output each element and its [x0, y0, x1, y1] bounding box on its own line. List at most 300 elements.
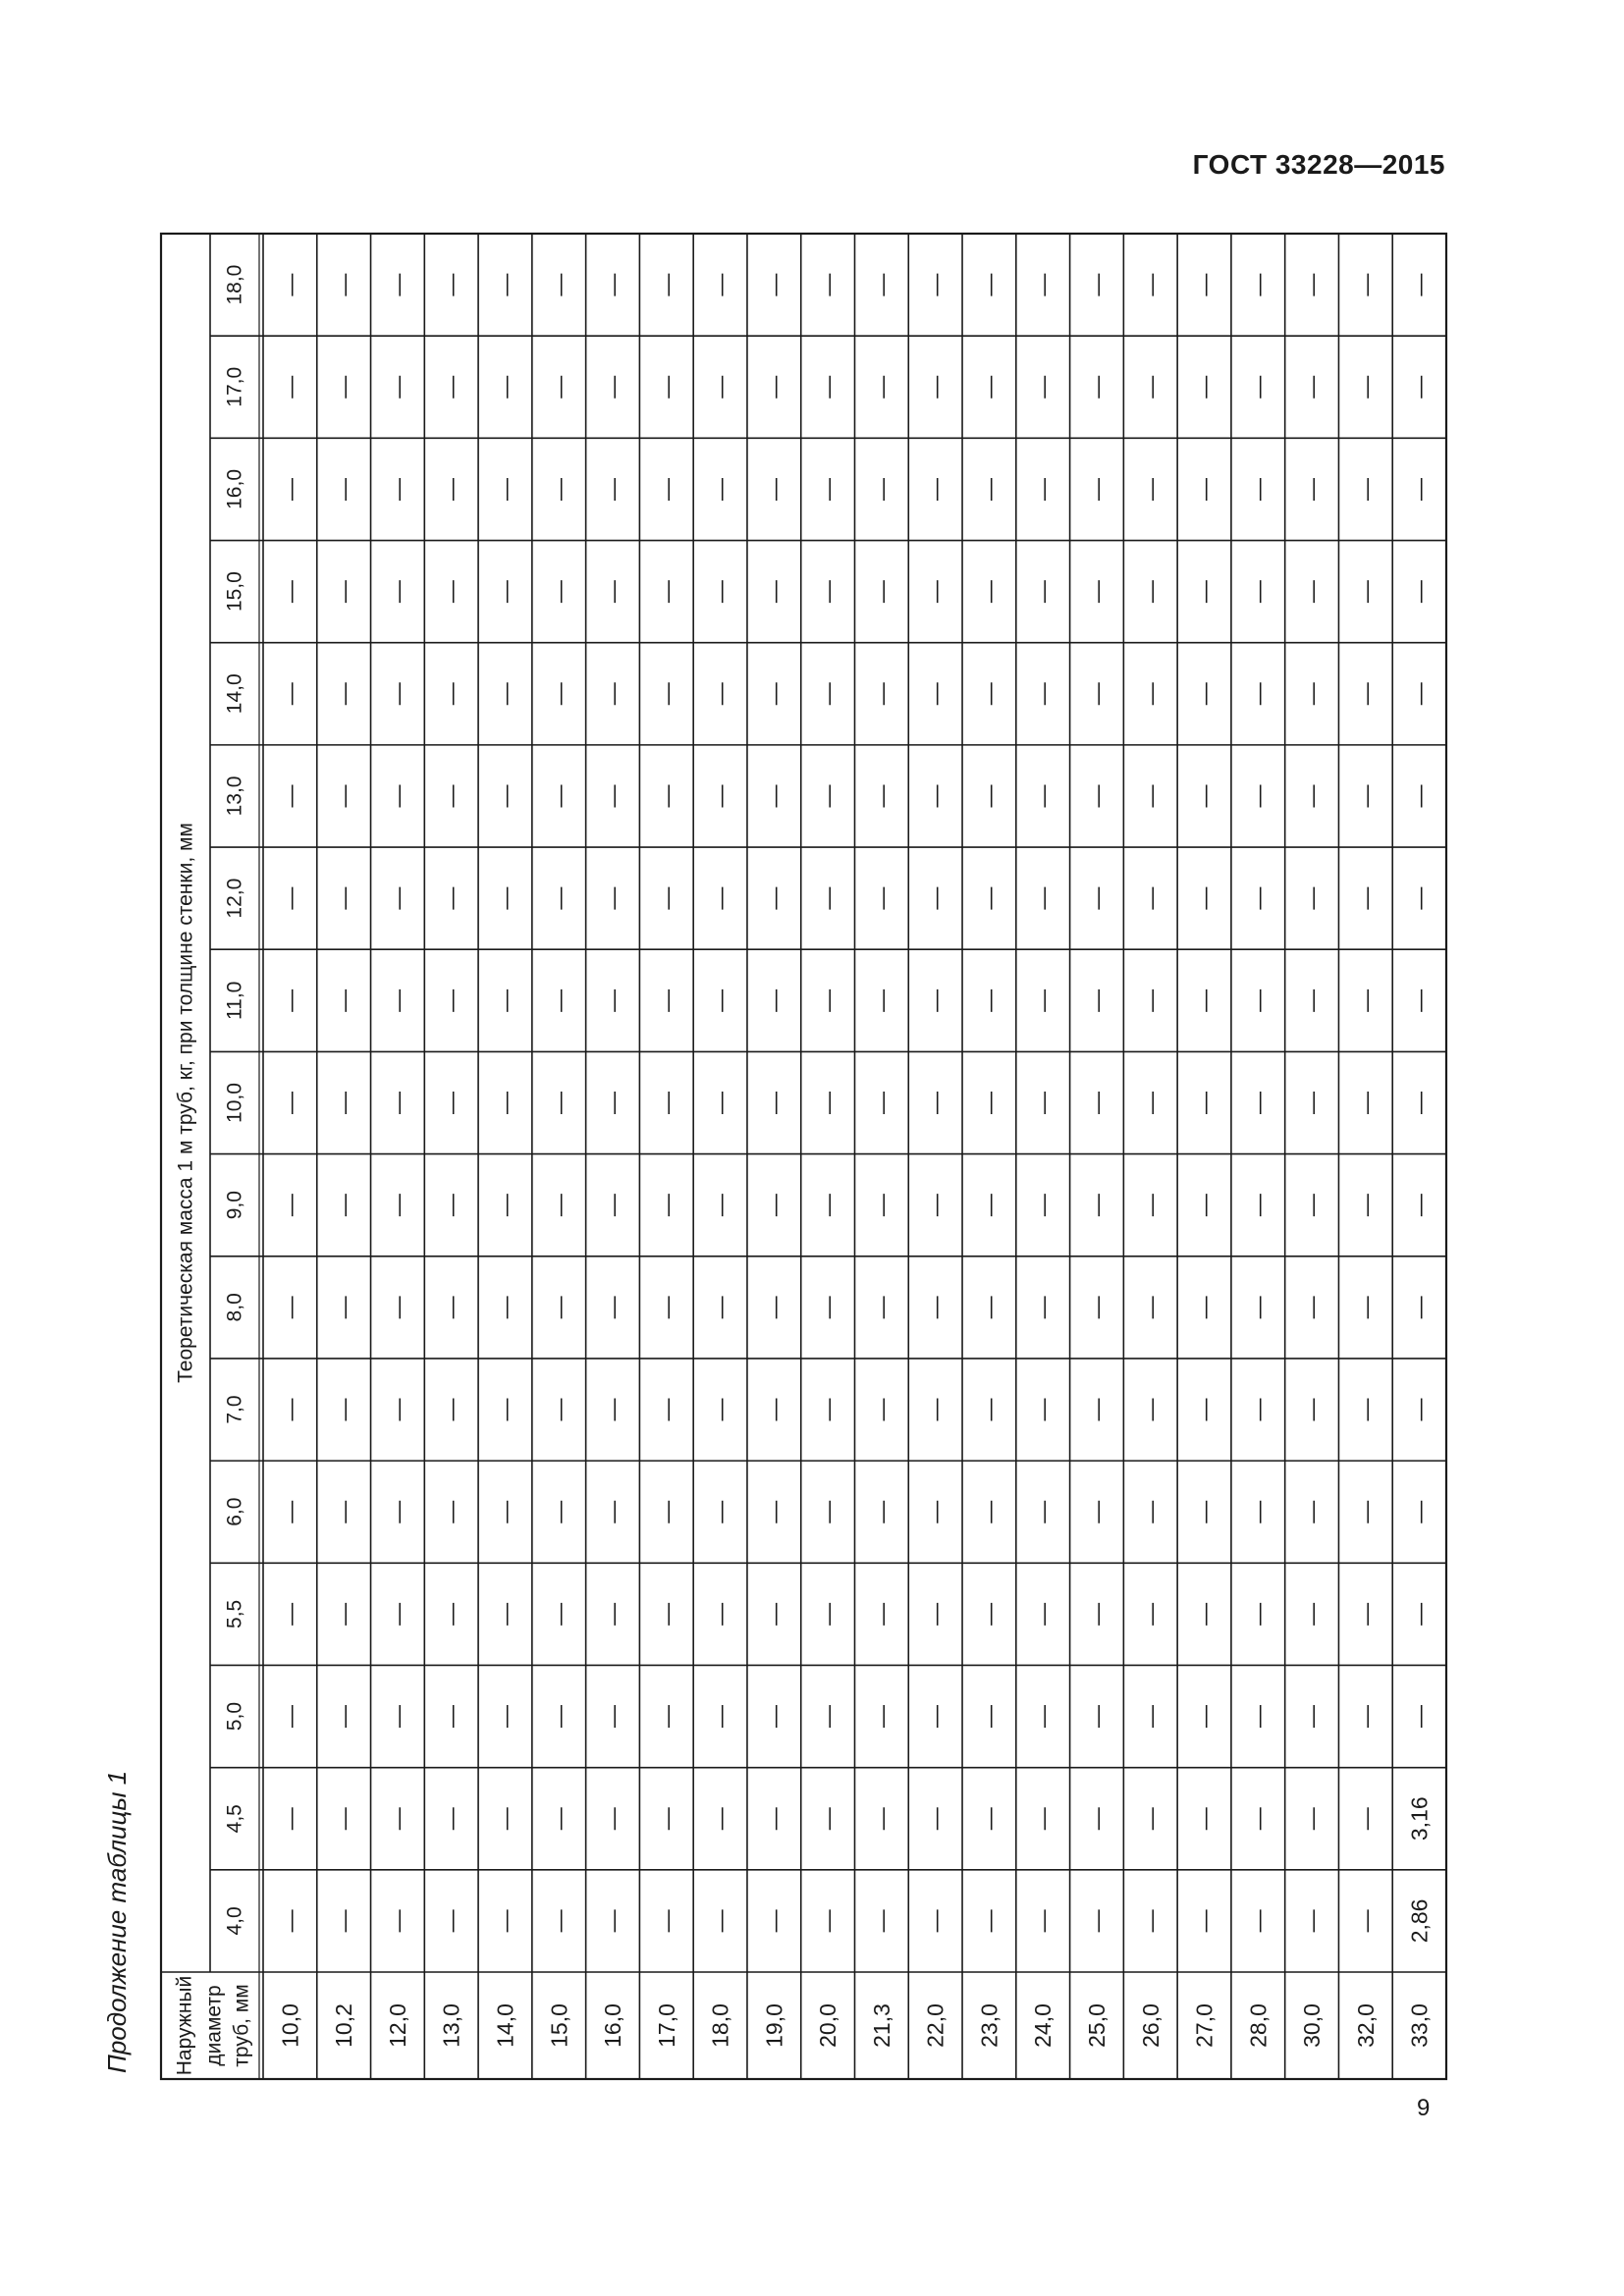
mass-cell: —: [438, 1909, 464, 1933]
mass-cell: —: [761, 273, 787, 296]
mass-cell: —: [815, 1296, 841, 1319]
mass-cell: —: [1083, 1194, 1110, 1217]
mass-cell: —: [492, 1807, 518, 1831]
mass-cell: —: [384, 1500, 410, 1523]
mass-cell: —: [600, 784, 626, 808]
mass-cell: —: [922, 1398, 948, 1421]
mass-cell: —: [653, 784, 679, 808]
mass-cell: —: [600, 1705, 626, 1729]
mass-cell: —: [707, 1500, 733, 1523]
mass-cell: —: [1299, 1500, 1326, 1523]
mass-cell: —: [868, 1194, 894, 1217]
mass-cell: —: [761, 784, 787, 808]
diameter-cell: 26,0: [1137, 2003, 1164, 2048]
mass-cell: —: [384, 1807, 410, 1831]
mass-cell: —: [277, 1500, 303, 1523]
mass-cell: —: [1137, 1092, 1164, 1114]
mass-cell: —: [707, 375, 733, 399]
mass-cell: —: [868, 1807, 894, 1831]
mass-cell: —: [976, 1807, 1002, 1831]
thickness-header: 14,0: [223, 673, 246, 715]
mass-cell: —: [1406, 1194, 1433, 1217]
mass-cell: —: [922, 1092, 948, 1114]
mass-cell: —: [546, 1296, 572, 1319]
mass-cell: —: [546, 1092, 572, 1114]
thickness-header: 16,0: [223, 469, 246, 509]
mass-cell: —: [707, 988, 733, 1012]
mass-cell: —: [815, 1500, 841, 1523]
mass-cell: —: [1137, 1602, 1164, 1626]
thickness-header: 7,0: [223, 1395, 246, 1424]
mass-cell: —: [546, 273, 572, 296]
mass-cell: —: [1352, 375, 1379, 399]
mass-cell: —: [761, 477, 787, 501]
mass-cell: —: [653, 1705, 679, 1729]
mass-cell: —: [761, 1705, 787, 1729]
mass-cell: —: [922, 784, 948, 808]
mass-cell: —: [922, 1909, 948, 1933]
mass-cell: —: [546, 682, 572, 706]
mass-cell: —: [492, 784, 518, 808]
mass-cell: —: [653, 580, 679, 604]
mass-cell: —: [1083, 1092, 1110, 1114]
mass-cell: —: [1083, 1602, 1110, 1626]
mass-cell: —: [600, 1398, 626, 1421]
thickness-header: 18,0: [223, 264, 246, 305]
diameter-cell: 10,0: [277, 2003, 303, 2048]
mass-cell: —: [976, 375, 1002, 399]
mass-cell: —: [1299, 682, 1326, 706]
mass-cell: —: [331, 784, 357, 808]
mass-cell: —: [761, 1909, 787, 1933]
mass-cell: —: [331, 1705, 357, 1729]
mass-cell: —: [815, 273, 841, 296]
row-header-line: Наружный: [173, 1975, 196, 2076]
mass-cell: —: [653, 886, 679, 910]
mass-cell: —: [331, 1092, 357, 1114]
mass-cell: —: [922, 1602, 948, 1626]
mass-cell: —: [1352, 1092, 1379, 1114]
mass-cell: —: [384, 273, 410, 296]
mass-cell: —: [277, 784, 303, 808]
mass-cell: —: [492, 1398, 518, 1421]
mass-cell: —: [976, 1092, 1002, 1114]
mass-cell: —: [600, 1092, 626, 1114]
mass-cell: —: [1137, 1296, 1164, 1319]
mass-cell: —: [653, 1092, 679, 1114]
mass-cell: —: [1299, 580, 1326, 604]
mass-cell: —: [384, 784, 410, 808]
mass-cell: —: [1030, 682, 1056, 706]
mass-cell: —: [653, 477, 679, 501]
thickness-header: 5,5: [223, 1599, 246, 1629]
mass-cell: —: [922, 886, 948, 910]
mass-cell: —: [761, 1092, 787, 1114]
mass-cell: —: [277, 1705, 303, 1729]
mass-cell: —: [1137, 477, 1164, 501]
thickness-header: 4,5: [223, 1804, 246, 1834]
mass-cell: —: [331, 682, 357, 706]
mass-cell: —: [1083, 1500, 1110, 1523]
mass-cell: —: [331, 580, 357, 604]
mass-cell: —: [1352, 682, 1379, 706]
mass-cell: —: [922, 1705, 948, 1729]
mass-cell: —: [976, 682, 1002, 706]
mass-cell: —: [707, 1602, 733, 1626]
mass-cell: —: [384, 375, 410, 399]
mass-cell: —: [1406, 682, 1433, 706]
thickness-header: 17,0: [223, 366, 246, 407]
mass-cell: —: [277, 1602, 303, 1626]
mass-cell: —: [1299, 477, 1326, 501]
mass-cell: —: [1030, 375, 1056, 399]
mass-cell: —: [1406, 784, 1433, 808]
mass-cell: —: [707, 1909, 733, 1933]
mass-cell: —: [1299, 784, 1326, 808]
mass-cell: —: [277, 886, 303, 910]
mass-cell: —: [1245, 1092, 1272, 1114]
mass-cell: —: [707, 1194, 733, 1217]
mass-cell: —: [922, 988, 948, 1012]
mass-cell: —: [1030, 1909, 1056, 1933]
mass-cell: —: [600, 477, 626, 501]
diameter-cell: 32,0: [1352, 2003, 1379, 2048]
mass-cell: —: [1191, 1194, 1218, 1217]
mass-cell: —: [761, 988, 787, 1012]
mass-cell: —: [1191, 1602, 1218, 1626]
mass-cell: —: [1406, 273, 1433, 296]
diameter-cell: 12,0: [384, 2003, 410, 2048]
mass-cell: —: [1406, 1602, 1433, 1626]
mass-cell: —: [438, 1500, 464, 1523]
mass-cell: —: [761, 886, 787, 910]
mass-cell: —: [1299, 1398, 1326, 1421]
mass-cell: —: [1083, 1705, 1110, 1729]
mass-cell: —: [1406, 580, 1433, 604]
mass-cell: —: [1352, 1194, 1379, 1217]
mass-cell: —: [546, 784, 572, 808]
mass-cell: —: [438, 886, 464, 910]
mass-cell: —: [761, 682, 787, 706]
mass-cell: —: [707, 1398, 733, 1421]
mass-cell: —: [1352, 784, 1379, 808]
mass-cell: —: [384, 886, 410, 910]
mass-cell: —: [1352, 580, 1379, 604]
mass-cell: —: [868, 477, 894, 501]
mass-cell: —: [384, 580, 410, 604]
mass-cell: —: [1245, 1807, 1272, 1831]
mass-cell: —: [1030, 1807, 1056, 1831]
mass-cell: —: [331, 1296, 357, 1319]
mass-cell: —: [546, 375, 572, 399]
mass-cell: —: [868, 1398, 894, 1421]
mass-cell: —: [1299, 1296, 1326, 1319]
mass-cell: —: [1191, 1909, 1218, 1933]
mass-cell: —: [868, 1500, 894, 1523]
mass-cell: —: [1083, 580, 1110, 604]
mass-cell: —: [1137, 1909, 1164, 1933]
mass-cell: —: [384, 1909, 410, 1933]
mass-cell: —: [976, 784, 1002, 808]
mass-cell: —: [546, 1194, 572, 1217]
mass-cell: —: [1191, 784, 1218, 808]
mass-cell: —: [1245, 988, 1272, 1012]
mass-cell: —: [1245, 1194, 1272, 1217]
mass-cell: —: [546, 477, 572, 501]
diameter-cell: 20,0: [815, 2003, 841, 2048]
mass-cell: —: [1083, 273, 1110, 296]
thickness-header: 12,0: [223, 878, 246, 919]
mass-cell: —: [331, 1398, 357, 1421]
mass-cell: —: [1299, 375, 1326, 399]
mass-cell: —: [1137, 886, 1164, 910]
mass-cell: —: [761, 1194, 787, 1217]
mass-cell: —: [546, 1705, 572, 1729]
mass-cell: —: [1030, 273, 1056, 296]
mass-cell: —: [1245, 477, 1272, 501]
mass-cell: —: [384, 682, 410, 706]
mass-cell: —: [1137, 988, 1164, 1012]
mass-cell: —: [546, 1807, 572, 1831]
mass-cell: —: [1406, 1092, 1433, 1114]
mass-cell: —: [1191, 1398, 1218, 1421]
mass-cell: —: [868, 580, 894, 604]
mass-cell: —: [1406, 1296, 1433, 1319]
mass-cell: —: [438, 682, 464, 706]
mass-cell: —: [1030, 1602, 1056, 1626]
mass-cell: —: [1245, 682, 1272, 706]
mass-cell: —: [277, 273, 303, 296]
mass-cell: —: [761, 1398, 787, 1421]
mass-cell: —: [492, 375, 518, 399]
mass-cell: —: [600, 886, 626, 910]
mass-cell: —: [384, 477, 410, 501]
mass-cell: —: [653, 1602, 679, 1626]
mass-cell: —: [922, 273, 948, 296]
mass-cell: —: [277, 988, 303, 1012]
mass-cell: —: [707, 1807, 733, 1831]
mass-cell: —: [1083, 1296, 1110, 1319]
mass-cell: —: [1030, 1500, 1056, 1523]
mass-cell: —: [868, 682, 894, 706]
mass-cell: —: [761, 1500, 787, 1523]
mass-cell: —: [815, 1194, 841, 1217]
mass-cell: —: [546, 1909, 572, 1933]
mass-cell: —: [1191, 477, 1218, 501]
mass-cell: —: [868, 1602, 894, 1626]
mass-cell: —: [384, 1398, 410, 1421]
diameter-cell: 21,3: [868, 2003, 894, 2048]
mass-cell: —: [277, 1807, 303, 1831]
page-number: 9: [1417, 2095, 1431, 2121]
diameter-cell: 10,2: [331, 2003, 357, 2048]
mass-cell: —: [492, 477, 518, 501]
mass-cell: —: [438, 375, 464, 399]
mass-cell: —: [331, 1909, 357, 1933]
mass-cell: —: [1245, 1296, 1272, 1319]
mass-cell: —: [976, 1500, 1002, 1523]
mass-cell: —: [1083, 1909, 1110, 1933]
mass-cell: —: [438, 1807, 464, 1831]
mass-cell: —: [1352, 1296, 1379, 1319]
mass-cell: —: [600, 580, 626, 604]
thickness-header: 8,0: [223, 1293, 246, 1322]
mass-cell: —: [600, 1500, 626, 1523]
mass-cell: —: [1352, 1500, 1379, 1523]
mass-cell: —: [868, 1092, 894, 1114]
mass-cell: —: [277, 1092, 303, 1114]
mass-cell: —: [438, 1705, 464, 1729]
mass-cell: —: [1191, 1807, 1218, 1831]
group-header: Теоретическая масса 1 м труб, кг, при толщине стенки, мм: [174, 823, 197, 1383]
mass-cell: —: [761, 375, 787, 399]
mass-cell: —: [331, 477, 357, 501]
mass-cell: —: [1030, 1092, 1056, 1114]
mass-cell: —: [653, 1909, 679, 1933]
mass-cell: —: [1299, 273, 1326, 296]
mass-cell: —: [815, 580, 841, 604]
mass-cell: —: [1083, 784, 1110, 808]
mass-cell: —: [868, 375, 894, 399]
mass-cell: —: [653, 273, 679, 296]
mass-cell: —: [1137, 1705, 1164, 1729]
mass-cell: —: [1245, 1500, 1272, 1523]
mass-cell: —: [277, 477, 303, 501]
mass-cell: —: [1352, 1602, 1379, 1626]
mass-cell: —: [815, 1398, 841, 1421]
mass-cell: —: [868, 273, 894, 296]
mass-cell: —: [331, 886, 357, 910]
mass-cell: —: [976, 273, 1002, 296]
mass-cell: 3,16: [1406, 1796, 1433, 1842]
mass-cell: —: [1191, 1092, 1218, 1114]
mass-cell: —: [1245, 784, 1272, 808]
mass-cell: —: [492, 1705, 518, 1729]
mass-cell: —: [492, 1296, 518, 1319]
mass-cell: —: [546, 886, 572, 910]
mass-cell: —: [1352, 1909, 1379, 1933]
mass-cell: —: [277, 375, 303, 399]
mass-cell: —: [277, 1398, 303, 1421]
mass-cell: —: [1191, 1705, 1218, 1729]
mass-cell: —: [707, 784, 733, 808]
diameter-cell: 19,0: [761, 2003, 787, 2048]
row-header-line: труб, мм: [230, 1984, 253, 2067]
mass-cell: —: [815, 886, 841, 910]
mass-cell: —: [761, 1296, 787, 1319]
mass-cell: —: [492, 580, 518, 604]
mass-cell: —: [1245, 273, 1272, 296]
mass-cell: —: [815, 1909, 841, 1933]
mass-cell: —: [653, 1194, 679, 1217]
diameter-cell: 30,0: [1299, 2003, 1326, 2048]
mass-cell: —: [600, 1602, 626, 1626]
mass-cell: —: [1030, 580, 1056, 604]
mass-cell: —: [331, 273, 357, 296]
mass-cell: —: [653, 1807, 679, 1831]
mass-cell: —: [384, 988, 410, 1012]
thickness-header: 9,0: [223, 1191, 246, 1220]
mass-cell: —: [815, 784, 841, 808]
mass-cell: —: [815, 1602, 841, 1626]
mass-cell: —: [492, 1909, 518, 1933]
mass-cell: —: [1245, 375, 1272, 399]
mass-cell: —: [653, 1296, 679, 1319]
mass-cell: —: [600, 1296, 626, 1319]
diameter-cell: 15,0: [546, 2003, 572, 2048]
mass-cell: —: [492, 1194, 518, 1217]
mass-cell: —: [1083, 988, 1110, 1012]
mass-cell: —: [438, 477, 464, 501]
mass-cell: —: [492, 1500, 518, 1523]
mass-cell: —: [1406, 375, 1433, 399]
row-header-line: диаметр: [202, 1985, 226, 2066]
mass-cell: —: [1191, 273, 1218, 296]
mass-cell: —: [976, 886, 1002, 910]
mass-cell: —: [492, 1092, 518, 1114]
mass-cell: —: [1191, 375, 1218, 399]
mass-cell: —: [707, 1705, 733, 1729]
mass-cell: —: [922, 1500, 948, 1523]
mass-cell: —: [1299, 886, 1326, 910]
thickness-header: 10,0: [223, 1083, 246, 1123]
mass-cell: —: [653, 988, 679, 1012]
table-caption: Продолжение таблицы 1: [102, 1770, 132, 2073]
thickness-header: 11,0: [223, 981, 246, 1020]
mass-cell: —: [1352, 988, 1379, 1012]
diameter-cell: 13,0: [438, 2003, 464, 2048]
mass-cell: —: [1030, 1296, 1056, 1319]
mass-cell: —: [1406, 1398, 1433, 1421]
mass-cell: —: [1191, 988, 1218, 1012]
mass-cell: —: [707, 682, 733, 706]
mass-cell: —: [1245, 886, 1272, 910]
mass-cell: —: [868, 784, 894, 808]
mass-cell: —: [1245, 1398, 1272, 1421]
mass-cell: —: [922, 682, 948, 706]
mass-cell: —: [1030, 477, 1056, 501]
diameter-cell: 23,0: [976, 2003, 1002, 2048]
mass-cell: —: [492, 886, 518, 910]
mass-cell: —: [438, 784, 464, 808]
mass-cell: —: [492, 1602, 518, 1626]
mass-cell: —: [976, 1705, 1002, 1729]
mass-cell: —: [1083, 375, 1110, 399]
mass-cell: —: [492, 682, 518, 706]
mass-cell: —: [707, 273, 733, 296]
mass-cell: —: [868, 1296, 894, 1319]
mass-cell: —: [600, 1807, 626, 1831]
mass-cell: —: [868, 988, 894, 1012]
mass-cell: —: [653, 1500, 679, 1523]
mass-cell: —: [1191, 886, 1218, 910]
mass-cell: —: [331, 1807, 357, 1831]
diameter-cell: 24,0: [1030, 2003, 1056, 2048]
mass-cell: —: [922, 580, 948, 604]
mass-cell: —: [815, 682, 841, 706]
thickness-header: 6,0: [223, 1497, 246, 1526]
mass-cell: —: [492, 273, 518, 296]
mass-cell: —: [600, 988, 626, 1012]
diameter-cell: 28,0: [1245, 2003, 1272, 2048]
mass-cell: —: [1137, 273, 1164, 296]
mass-cell: —: [438, 1296, 464, 1319]
thickness-header: 13,0: [223, 775, 246, 817]
mass-cell: —: [761, 1807, 787, 1831]
mass-cell: —: [1352, 477, 1379, 501]
mass-cell: —: [438, 1092, 464, 1114]
diameter-cell: 27,0: [1191, 2003, 1218, 2048]
